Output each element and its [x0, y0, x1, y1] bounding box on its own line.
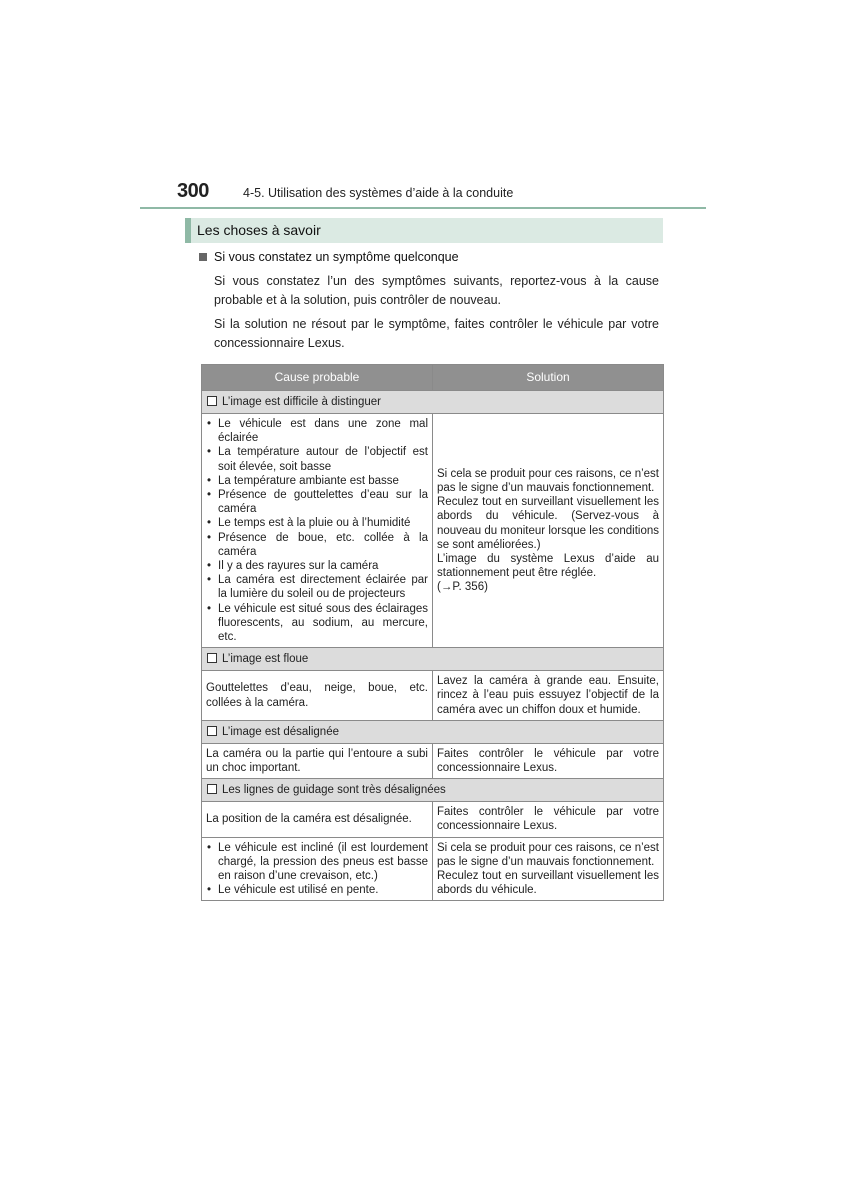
cause-cell	[202, 837, 433, 901]
note-paragraph: Si la solution ne résout par le symptôme, faites contrôler le véhicule par votre concessionnaire Lexus.	[214, 317, 659, 350]
table-group-row	[202, 648, 664, 671]
list-item: • Le véhicule est incliné (il est lourdement chargé, la pression des pneus est basse en raison d’une crevaison, etc.)	[206, 841, 428, 884]
table-group-row	[202, 720, 664, 743]
column-header-solution: Solution	[433, 365, 664, 391]
list-item: • Il y a des rayures sur la caméra	[206, 559, 428, 573]
solution-cell: Faites contrôler le véhicule par votre concessionnaire Lexus.	[433, 743, 664, 778]
group-title-cell	[202, 391, 664, 414]
group-title: Les lignes de guidage sont très désalignées	[222, 784, 446, 797]
solution-cell: Faites contrôler le véhicule par votre concessionnaire Lexus.	[433, 802, 664, 837]
table-header-row	[202, 365, 664, 391]
solution-cell: Si cela se produit pour ces raisons, ce n’est pas le signe d’un mauvais fonctionnement. Reculez tout en surveillant visuellement les abords du véhicule.	[433, 837, 664, 901]
group-title-cell	[202, 779, 664, 802]
group-title: L’image est difficile à distinguer	[222, 395, 381, 408]
list-item: • La caméra est directement éclairée par la lumière du soleil ou de projecteurs	[206, 573, 428, 601]
table-group-row	[202, 779, 664, 802]
column-header-cause: Cause probable	[202, 365, 433, 391]
table-row	[202, 743, 664, 778]
table-row	[202, 837, 664, 901]
section-banner	[185, 218, 663, 243]
solution-cell: Lavez la caméra à grande eau. Ensuite, rincez à l’eau puis essuyez l’objectif de la caméra avec un chiffon doux et humide.	[433, 671, 664, 721]
page-header	[140, 180, 706, 209]
section-title: Les choses à savoir	[197, 222, 321, 238]
checkbox-icon	[207, 396, 217, 406]
cause-cell: La position de la caméra est désalignée.	[202, 802, 433, 837]
list-item: • La température ambiante est basse	[206, 474, 428, 488]
group-title: L’image est floue	[222, 653, 309, 666]
list-item: • Présence de gouttelettes d’eau sur la caméra	[206, 488, 428, 516]
subheading	[199, 250, 459, 264]
table-group-row	[202, 391, 664, 414]
group-title-cell	[202, 720, 664, 743]
list-item: • La température autour de l’objectif est soit élevée, soit basse	[206, 445, 428, 473]
cause-list	[206, 417, 428, 644]
page-number: 300	[177, 180, 209, 202]
list-item: • Le véhicule est utilisé en pente.	[206, 883, 428, 897]
cause-list	[206, 841, 428, 898]
table-row	[202, 802, 664, 837]
checkbox-icon	[207, 726, 217, 736]
checkbox-icon	[207, 653, 217, 663]
cause-cell: La caméra ou la partie qui l’entoure a subi un choc important.	[202, 743, 433, 778]
chapter-title: 4-5. Utilisation des systèmes d’aide à la conduite	[243, 186, 514, 200]
list-item: • Le véhicule est situé sous des éclairages fluorescents, au sodium, au mercure, etc.	[206, 602, 428, 645]
cause-cell	[202, 414, 433, 648]
list-item: • Présence de boue, etc. collée à la caméra	[206, 531, 428, 559]
intro-paragraph: Si vous constatez l’un des symptômes suivants, reportez-vous à la cause probable et à la solution, puis contrôler de nouveau.	[214, 274, 659, 307]
list-item: • Le véhicule est dans une zone mal éclairée	[206, 417, 428, 445]
troubleshooting-table	[201, 364, 664, 901]
list-item: • Le temps est à la pluie ou à l’humidité	[206, 516, 428, 530]
subheading-text: Si vous constatez un symptôme quelconque	[214, 250, 459, 264]
cause-cell: Gouttelettes d’eau, neige, boue, etc. collées à la caméra.	[202, 671, 433, 721]
table-body	[202, 391, 664, 901]
square-bullet-icon	[199, 253, 207, 261]
solution-cell: Si cela se produit pour ces raisons, ce n’est pas le signe d’un mauvais fonctionnement. Reculez tout en surveillant visuellement les abords du véhicule. (Servez-vous à nouveau du moniteur lorsque les conditions se sont améliorées.) L’image du système Lexus d’aide au stationnement peut être réglée. (→P. 356)	[433, 414, 664, 648]
checkbox-icon	[207, 784, 217, 794]
table-row	[202, 671, 664, 721]
table-row	[202, 414, 664, 648]
group-title: L’image est désalignée	[222, 725, 339, 738]
group-title-cell	[202, 648, 664, 671]
